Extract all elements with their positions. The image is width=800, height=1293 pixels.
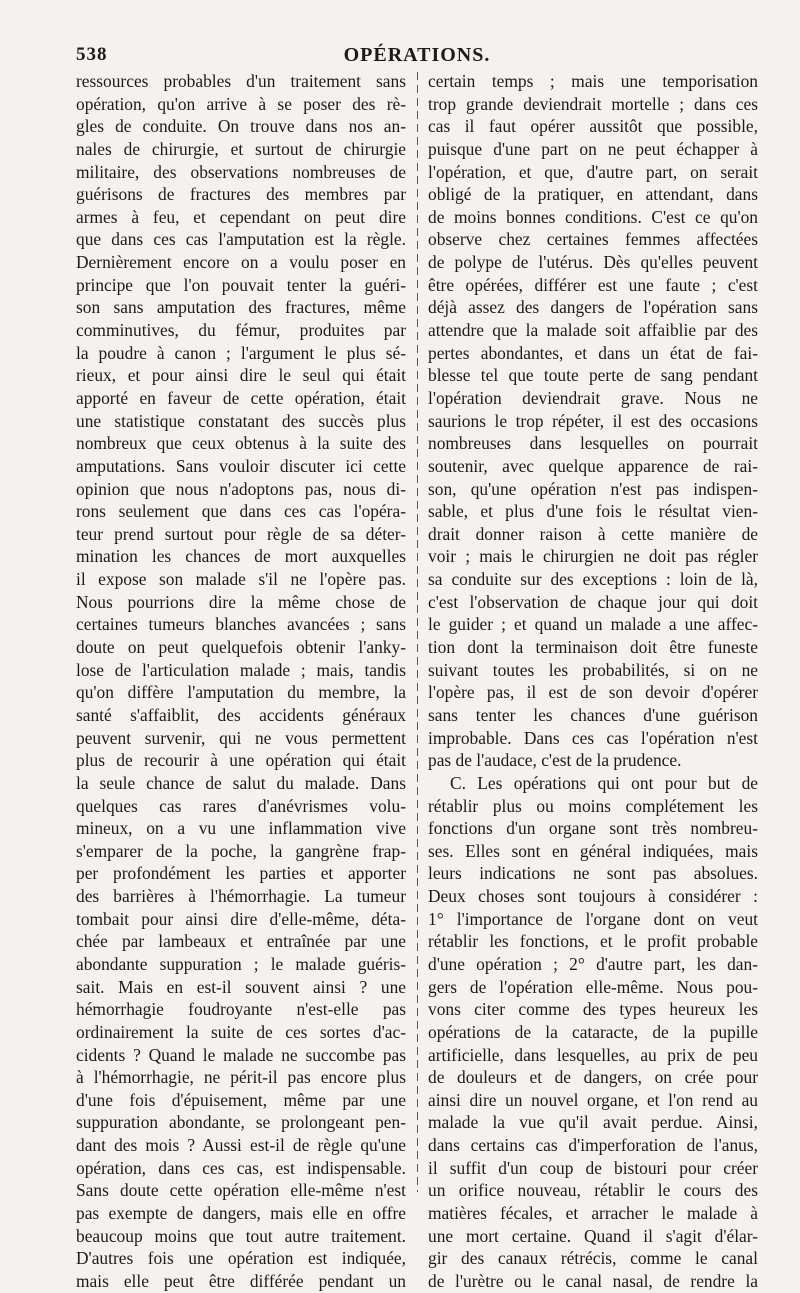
text-line: le guider ; et quand un malade a une affec- [428, 614, 758, 635]
text-line: per profondément les parties et apporter [76, 863, 406, 884]
text-line: rons seulement que dans ces cas l'opéra- [76, 501, 406, 522]
text-line: d'une opération ; 2° d'autre part, les dan- [428, 953, 758, 974]
text-line: militaire, des observations nombreuses de [76, 161, 406, 182]
text-line: comminutives, du fémur, produites par [76, 320, 406, 341]
text-line: il expose son malade s'il ne l'opère pas. [76, 569, 406, 590]
text-line: rieux, et pour ainsi dire le seul qui était [76, 365, 406, 386]
text-line: gir des canaux rétrécis, comme le canal [428, 1248, 758, 1269]
text-line: cas il faut opérer aussitôt que possible, [428, 116, 758, 137]
text-line: à l'hémorrhagie, ne périt-il pas encore plus [76, 1067, 406, 1088]
text-line: drait donner raison à cette manière de [428, 523, 758, 544]
text-line: vons citer comme des types heureux les [428, 999, 758, 1020]
text-line: matières fécales, et arracher le malade à [428, 1203, 758, 1224]
text-line: il suffit d'un coup de bistouri pour créer [428, 1157, 758, 1178]
text-line: gles de conduite. On trouve dans nos an- [76, 116, 406, 137]
text-line: nombreux que ceux obtenus à la suite des [76, 433, 406, 454]
text-line: déjà assez des dangers de l'opération sans [428, 297, 758, 318]
text-line: un orifice nouveau, rétablir le cours des [428, 1180, 758, 1201]
text-line: Sans doute cette opération elle-même n'est [76, 1180, 406, 1201]
text-line: c'est l'observation de chaque jour qui doit [428, 591, 758, 612]
text-line: Dernièrement encore on a voulu poser en [76, 252, 406, 273]
text-line: s'emparer de la poche, la gangrène frap- [76, 840, 406, 861]
text-line: de moins bonnes conditions. C'est ce qu'on [428, 206, 758, 227]
text-line: amputations. Sans vouloir discuter ici cette [76, 455, 406, 476]
text-line: une mort certaine. Quand il s'agit d'élar- [428, 1225, 758, 1246]
text-line: d'une fois d'épuisement, même par une [76, 1089, 406, 1110]
text-line: puisque d'une part on ne peut échapper à [428, 138, 758, 159]
text-line: lose de l'articulation malade ; mais, tandis [76, 659, 406, 680]
text-line: sans tenter les chances d'une guérison [428, 704, 758, 725]
running-head: OPÉRATIONS. [343, 44, 491, 66]
text-line: quelques cas rares d'anévrismes volu- [76, 795, 406, 816]
text-line: soutenir, avec quelque apparence de rai- [428, 455, 758, 476]
column-divider [417, 72, 418, 1192]
text-line: une statistique constatant des succès plus [76, 410, 406, 431]
text-line: blesse tel que toute perte de sang pendant [428, 365, 758, 386]
text-line: rétablir les fonctions, et le profit probable [428, 931, 758, 952]
text-line: opération, qu'on arrive à se poser des rè- [76, 93, 406, 114]
text-line: ses. Elles sont en général indiquées, mais [428, 840, 758, 861]
text-line: cidents ? Quand le malade ne succombe pas [76, 1044, 406, 1065]
text-line: trop grande deviendrait mortelle ; dans ces [428, 93, 758, 114]
text-line: pertes abondantes, et dans un état de fai- [428, 342, 758, 363]
text-line: leurs indications ne sont pas absolues. [428, 863, 758, 884]
text-line: voir ; mais le chirurgien ne doit pas régler [428, 546, 758, 567]
text-line: nombreuses dans lesquelles on pourrait [428, 433, 758, 454]
text-line: attendre que la malade soit affaiblie par des [428, 320, 758, 341]
text-line: sa conduite sur des exceptions : loin de là, [428, 569, 758, 590]
text-line: ressources probables d'un traitement sans [76, 71, 406, 91]
text-line: ainsi dire un nouvel organe, et l'on rend au [428, 1089, 758, 1110]
text-line: beaucoup moins que tout autre traitement. [76, 1225, 406, 1246]
text-line: pas de l'audace, c'est de la prudence. [428, 750, 682, 771]
text-line: guérisons de fractures des membres par [76, 184, 406, 205]
text-line: son, qu'une opération n'est pas indispen- [428, 478, 758, 499]
text-line: 1° l'importance de l'organe dont on veut [428, 908, 758, 929]
text-line: sable, et plus d'une fois le résultat vien- [428, 501, 758, 522]
text-line: dans certains cas d'imperforation de l'anus, [428, 1135, 758, 1156]
text-line: doute on peut quelquefois obtenir l'anky- [76, 637, 406, 658]
text-line: être opérées, différer est une faute ; c'est [428, 274, 758, 295]
text-line: saurions le trop répéter, il est des occasions [428, 410, 758, 431]
left-text-column [76, 70, 406, 1293]
text-line: de polype de l'utérus. Dès qu'elles peuvent [428, 252, 758, 273]
text-line: la poudre à canon ; l'argument le plus sé- [76, 342, 406, 363]
text-line: tombait pour ainsi dire d'elle-même, déta- [76, 908, 406, 929]
text-line: abondante suppuration ; le malade guéris- [76, 953, 406, 974]
text-line: principe que l'on pouvait tenter la guéri- [76, 274, 406, 295]
text-line: son sans amputation des fractures, même [76, 297, 406, 318]
text-line: pas exempte de dangers, mais elle en offre [76, 1203, 406, 1224]
text-line: C. Les opérations qui ont pour but de [450, 772, 758, 793]
text-line: apporté en faveur de cette opération, était [76, 387, 406, 408]
page-header [76, 44, 758, 70]
text-line: rétablir plus ou moins complétement les [428, 795, 758, 816]
text-line: armes à feu, et cependant on peut dire [76, 206, 406, 227]
text-line: l'opération, et que, d'autre part, on serait [428, 161, 758, 182]
text-line: tion dont la terminaison doit être funeste [428, 637, 758, 658]
text-line: que dans ces cas l'amputation est la règle. [76, 229, 406, 250]
text-line: certain temps ; mais une temporisation [428, 71, 758, 91]
text-line: des barrières à l'hémorrhagie. La tumeur [76, 886, 406, 907]
text-line: gers de l'opération elle-même. Nous pou- [428, 976, 758, 997]
text-line: peuvent survenir, qui ne vous permettent [76, 727, 406, 748]
text-line: mineux, on a vu une inflammation vive [76, 818, 406, 839]
text-line: malade la vue qu'il avait perdue. Ainsi, [428, 1112, 758, 1133]
text-line: santé s'affaiblit, des accidents généraux [76, 704, 406, 725]
text-line: hémorrhagie foudroyante n'est-elle pas [76, 999, 406, 1020]
text-line: D'autres fois une opération est indiquée, [76, 1248, 406, 1269]
text-line: sait. Mais en est-il souvent ainsi ? une [76, 976, 406, 997]
text-line: dant des mois ? Aussi est-il de règle qu'une [76, 1135, 406, 1156]
text-line: observe chez certaines femmes affectées [428, 229, 758, 250]
text-line: artificielle, dans lesquelles, au prix de peu [428, 1044, 758, 1065]
right-text-column [428, 70, 758, 1293]
text-line: certaines tumeurs blanches avancées ; sans [76, 614, 406, 635]
text-line: opinion que nous n'adoptons pas, nous di- [76, 478, 406, 499]
text-line: suppuration abondante, se prolongeant pen- [76, 1112, 406, 1133]
text-line: mination les chances de mort auxquelles [76, 546, 406, 567]
text-line: l'opération deviendrait grave. Nous ne [428, 387, 758, 408]
text-line: la seule chance de salut du malade. Dans [76, 772, 406, 793]
text-line: de l'urètre ou le canal nasal, de rendre la [428, 1270, 758, 1291]
text-line: nales de chirurgie, et surtout de chirurgie [76, 138, 406, 159]
text-line: qu'on diffère l'amputation du membre, la [76, 682, 406, 703]
text-line: de douleurs et de dangers, on crée pour [428, 1067, 758, 1088]
text-line: plus de recourir à une opération qui était [76, 750, 406, 771]
text-line: suivant toutes les probabilités, si on ne [428, 659, 758, 680]
text-line: ordinairement la suite de ces sortes d'ac- [76, 1021, 406, 1042]
text-line: chée par lambeaux et entraînée par une [76, 931, 406, 952]
text-line: Nous pourrions dire la même chose de [76, 591, 406, 612]
text-line: Deux choses sont toujours à considérer : [428, 886, 758, 907]
text-line: mais elle peut être différée pendant un [76, 1270, 406, 1291]
text-line: opération, dans ces cas, est indispensable. [76, 1157, 406, 1178]
text-line: opérations de la cataracte, de la pupille [428, 1021, 758, 1042]
text-line: obligé de la pratiquer, en attendant, dans [428, 184, 758, 205]
text-line: fonctions d'un organe sont très nombreu- [428, 818, 758, 839]
text-line: teur prend surtout pour règle de sa déter- [76, 523, 406, 544]
page-number: 538 [76, 44, 108, 65]
text-line: l'opère pas, il est de son devoir d'opérer [428, 682, 758, 703]
text-line: improbable. Dans ces cas l'opération n'est [428, 727, 758, 748]
